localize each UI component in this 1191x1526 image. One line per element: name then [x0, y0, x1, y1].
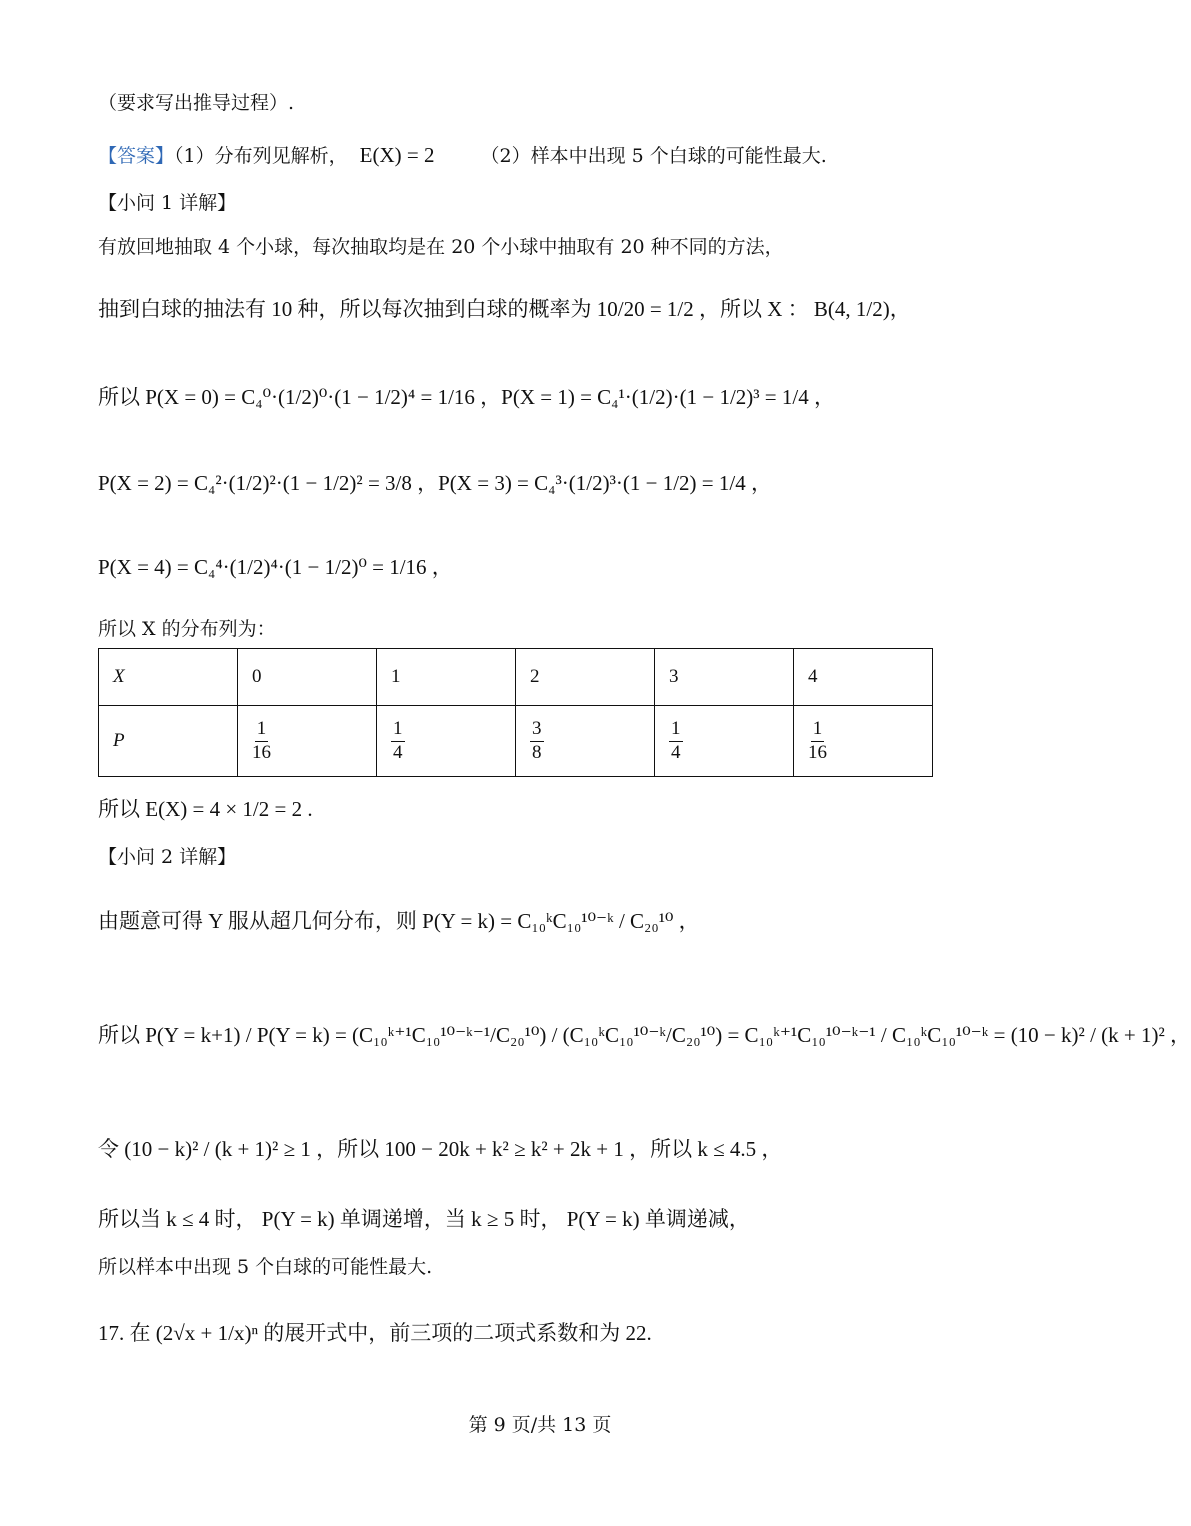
math-line-ratio: 所以 P(Y = k+1) / P(Y = k) = (C₁₀ᵏ⁺¹C₁₀¹⁰⁻ᵏ⁻¹/C₂₀¹⁰) / (C₁₀ᵏC₁₀¹⁰⁻ᵏ/C₂₀¹⁰) = C₁₀ᵏ⁺¹C₁₀¹⁰⁻ᵏ⁻¹ / C₁₀ᵏC₁₀¹⁰⁻ᵏ = (10 − k)² / (k + 1)² ， [98, 1023, 1191, 1047]
fraction [530, 718, 544, 765]
table-cell [794, 706, 933, 777]
text-line-distribution: 所以 X 的分布列为： [98, 618, 276, 640]
math-line-probability: 抽到白球的抽法有 10 种，所以每次抽到白球的概率为 10/20 = 1/2 ，所以 X ： B(4, 1/2)， [98, 297, 911, 321]
text-line-conclusion: 所以样本中出现 5 个白球的可能性最大. [98, 1256, 433, 1278]
math-line-inequality: 令 (10 − k)² / (k + 1)² ≥ 1 ，所以 100 − 20k + k² ≥ k² + 2k + 1 ，所以 k ≤ 4.5 ， [98, 1137, 783, 1161]
fraction [808, 718, 827, 765]
fraction-numerator: 1 [391, 718, 405, 742]
question-17: 17. 在 (2√x + 1/x)ⁿ 的展开式中，前三项的二项式系数和为 22. [98, 1321, 652, 1345]
fraction-denominator: 16 [808, 741, 827, 763]
table-cell: 1 [377, 649, 516, 706]
math-line-expectation: 所以 E(X) = 4 × 1/2 = 2 . [98, 797, 313, 821]
fraction-denominator: 16 [252, 741, 271, 763]
fraction-denominator: 8 [532, 741, 542, 763]
fraction [252, 718, 271, 765]
table-cell: 4 [794, 649, 933, 706]
table-cell [655, 706, 794, 777]
fraction-numerator: 1 [811, 718, 825, 742]
table-cell: 3 [655, 649, 794, 706]
answer-part-2: （2）样本中出现 5 个白球的可能性最大. [480, 145, 827, 167]
table-cell [377, 706, 516, 777]
text-line-requirement: （要求写出推导过程）. [98, 92, 295, 114]
table-cell: 0 [238, 649, 377, 706]
table-row-p [99, 706, 933, 777]
math-line-hypergeometric: 由题意可得 Y 服从超几何分布，则 P(Y = k) = C₁₀ᵏC₁₀¹⁰⁻ᵏ / C₂₀¹⁰ ， [98, 909, 700, 933]
subquestion-2-title: 【小问 2 详解】 [98, 846, 237, 868]
table-cell [238, 706, 377, 777]
page-footer: 第 9 页/共 13 页 [468, 1414, 612, 1436]
table-cell [516, 706, 655, 777]
fraction-numerator: 1 [255, 718, 269, 742]
answer-line [98, 142, 827, 169]
answer-part-1: （1）分布列见解析， [174, 145, 348, 167]
math-line-px0-px1: 所以 P(X = 0) = C₄⁰·(1/2)⁰·(1 − 1/2)⁴ = 1/16 ，P(X = 1) = C₄¹·(1/2)·(1 − 1/2)³ = 1/4 ， [98, 385, 835, 409]
math-line-px2-px3: P(X = 2) = C₄²·(1/2)²·(1 − 1/2)² = 3/8 ，P(X = 3) = C₄³·(1/2)³·(1 − 1/2) = 1/4 ， [98, 471, 772, 495]
table-cell-header-x: X [99, 649, 238, 706]
answer-tag: 【答案】 [98, 145, 175, 167]
table-row-x [99, 649, 933, 706]
math-line-monotonic: 所以当 k ≤ 4 时， P(Y = k) 单调递增，当 k ≥ 5 时， P(Y = k) 单调递减， [98, 1207, 750, 1231]
text-line: 有放回地抽取 4 个小球，每次抽取均是在 20 个小球中抽取有 20 种不同的方法， [98, 236, 784, 258]
table-cell: 2 [516, 649, 655, 706]
table-cell-header-p: P [99, 706, 238, 777]
fraction [669, 718, 683, 765]
fraction-denominator: 4 [393, 741, 403, 763]
fraction-numerator: 1 [669, 718, 683, 742]
fraction [391, 718, 405, 765]
fraction-denominator: 4 [671, 741, 681, 763]
fraction-numerator: 3 [530, 718, 544, 742]
distribution-table [98, 648, 933, 777]
subquestion-1-title: 【小问 1 详解】 [98, 192, 237, 214]
math-line-px4: P(X = 4) = C₄⁴·(1/2)⁴·(1 − 1/2)⁰ = 1/16 ， [98, 555, 453, 579]
answer-expectation: E(X) = 2 [359, 143, 435, 167]
